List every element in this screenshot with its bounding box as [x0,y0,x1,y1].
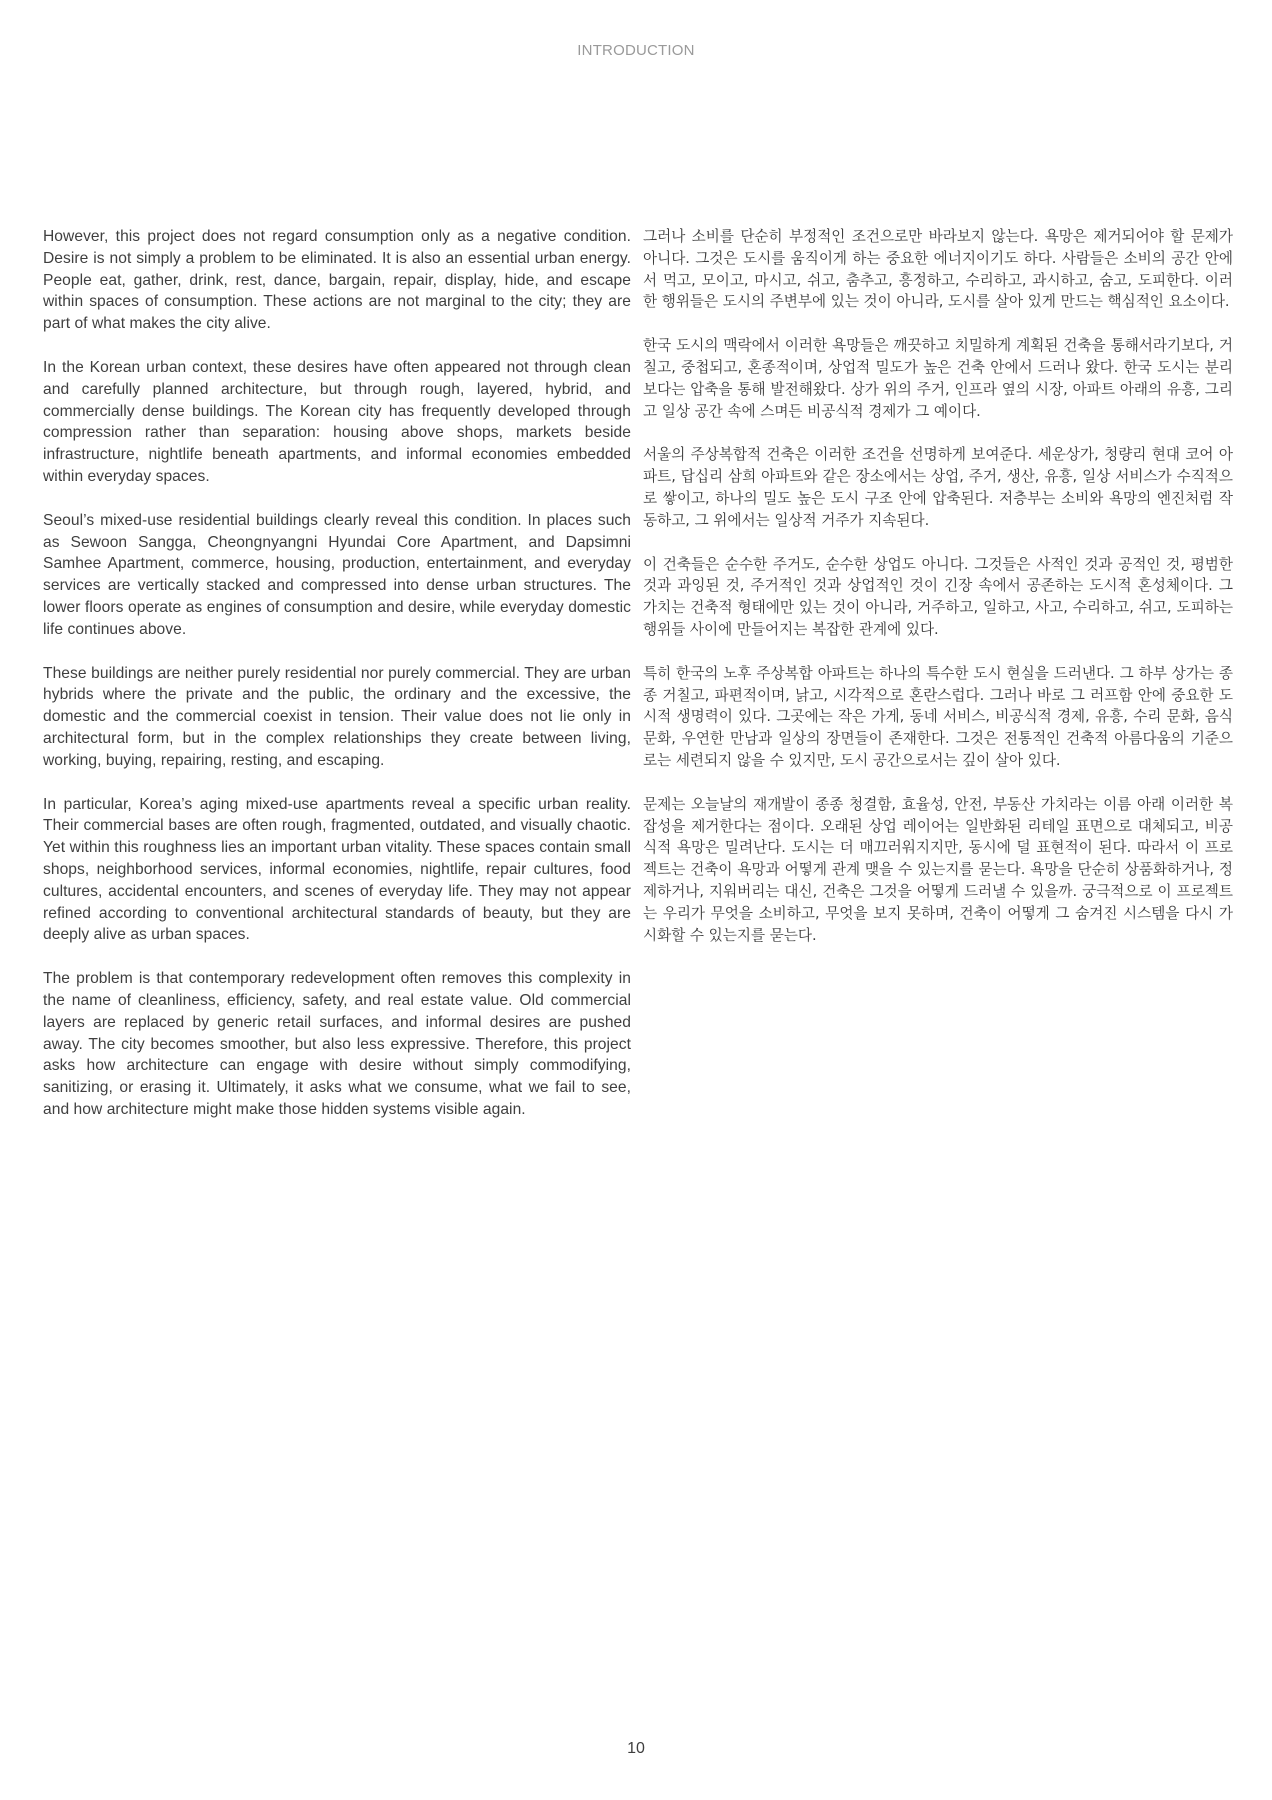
english-paragraph-5: In particular, Korea’s aging mixed-use apartments reveal a specific urban reality. Their commercial bases are often rough, fragmented, outdated, and visually chaotic. Yet within this roughness lies an important urban vitality. These spaces contain small shops, neighborhood services, informal economies, nightlife, repair cultures, food cultures, accidental encounters, and scenes of everyday life. They may not appear refined according to conventional architectural standards of beauty, but they are deeply alive as urban spaces. [43,795,631,944]
english-paragraph-3: Seoul’s mixed-use residential buildings clearly reveal this condition. In places such as Sewoon Sangga, Cheongnyangni Hyundai Core Apartment, and Dapsimni Samhee Apartment, commerce, housing, production, entertainment, and everyday services are vertically stacked and compressed into dense urban structures. The lower floors operate as engines of consumption and desire, while everyday domestic life continues above. [43,511,631,638]
korean-paragraph-2: 한국 도시의 맥락에서 이러한 욕망들은 깨끗하고 치밀하게 계획된 건축을 통해서라기보다, 거칠고, 중첩되고, 혼종적이며, 상업적 밀도가 높은 건축 안에서 드러나 왔다. 한국 도시는 분리보다는 압축을 통해 발전해왔다. 상가 위의 주거, 인프라 옆의 시장, 아파트 아래의 유흥, 그리고 일상 공간 속에 스며든 비공식적 경제가 그 예이다. [643,337,1233,420]
english-paragraph-1: However, this project does not regard consumption only as a negative condition. Desire is not simply a problem to be eliminated. It is also an essential urban energy. People eat, gather, drink, rest, dance, bargain, repair, display, hide, and escape within spaces of consumption. These actions are not marginal to the city; they are part of what makes the city alive. [43,228,631,333]
korean-paragraph-6: 문제는 오늘날의 재개발이 종종 청결함, 효율성, 안전, 부동산 가치라는 이름 아래 이러한 복잡성을 제거한다는 점이다. 오래된 상업 레이어는 일반화된 리테일 표면으로 대체되고, 비공식적 욕망은 밀려난다. 도시는 더 매끄러워지지만, 동시에 덜 표현적이 된다. 따라서 이 프로젝트는 건축이 욕망과 어떻게 관계 맺을 수 있는지를 묻는다. 욕망을 단순히 상품화하거나, 정제하거나, 지워버리는 대신, 건축은 그것을 어떻게 드러낼 수 있을까. 궁극적으로 이 프로젝트는 우리가 무엇을 소비하고, 무엇을 보지 못하며, 건축이 어떻게 그 숨겨진 시스템을 다시 가시화할 수 있는지를 묻는다. [643,795,1233,944]
korean-paragraph-3: 서울의 주상복합적 건축은 이러한 조건을 선명하게 보여준다. 세운상가, 청량리 현대 코어 아파트, 답십리 삼희 아파트와 같은 장소에서는 상업, 주거, 생산, 유흥, 일상 서비스가 수직적으로 쌓이고, 하나의 밀도 높은 도시 구조 안에 압축된다. 저층부는 소비와 욕망의 엔진처럼 작동하고, 그 위에서는 일상적 거주가 지속된다. [643,446,1233,529]
english-paragraph-4: These buildings are neither purely residential nor purely commercial. They are urban hybrids where the private and the public, the ordinary and the excessive, the domestic and the commercial coexist in tension. Their value does not lie only in architectural form, but in the complex relationships they create between living, working, buying, repairing, resting, and escaping. [43,664,631,769]
page-number: 10 [627,1740,645,1757]
english-paragraph-2: In the Korean urban context, these desires have often appeared not through clean and carefully planned architecture, but through rough, layered, hybrid, and commercially dense buildings. The Korean city has frequently developed through compression rather than separation: housing above shops, markets beside infrastructure, nightlife beneath apartments, and informal economies embedded within everyday spaces. [43,358,631,485]
korean-paragraph-4: 이 건축들은 순수한 주거도, 순수한 상업도 아니다. 그것들은 사적인 것과 공적인 것, 평범한 것과 과잉된 것, 주거적인 것과 상업적인 것이 긴장 속에서 공존하는 도시적 혼성체이다. 그 가치는 건축적 형태에만 있는 것이 아니라, 거주하고, 일하고, 사고, 수리하고, 쉬고, 도피하는 행위들 사이에 만들어지는 복잡한 관계에 있다. [643,555,1233,638]
korean-paragraph-1: 그러나 소비를 단순히 부정적인 조건으로만 바라보지 않는다. 욕망은 제거되어야 할 문제가 아니다. 그것은 도시를 움직이게 하는 중요한 에너지이기도 하다. 사람들은 소비의 공간 안에서 먹고, 모이고, 마시고, 쉬고, 춤추고, 흥정하고, 수리하고, 과시하고, 숨고, 도피한다. 이러한 행위들은 도시의 주변부에 있는 것이 아니라, 도시를 살아 있게 만드는 핵심적인 요소이다. [643,228,1233,311]
korean-paragraph-5: 특히 한국의 노후 주상복합 아파트는 하나의 특수한 도시 현실을 드러낸다. 그 하부 상가는 종종 거칠고, 파편적이며, 낡고, 시각적으로 혼란스럽다. 그러나 바로 그 러프함 안에 중요한 도시적 생명력이 있다. 그곳에는 작은 가게, 동네 서비스, 비공식적 경제, 유흥, 수리 문화, 음식 문화, 우연한 만남과 일상의 장면들이 존재한다. 그것은 전통적인 건축적 아름다움의 기준으로는 세련되지 않을 수 있지만, 도시 공간으로서는 깊이 살아 있다. [643,664,1233,769]
running-header: INTRODUCTION [577,42,695,59]
english-column [43,226,631,1143]
english-paragraph-6: The problem is that contemporary redevelopment often removes this complexity in the name of cleanliness, efficiency, safety, and real estate value. Old commercial layers are replaced by generic retail surfaces, and informal desires are pushed away. The city becomes smoother, but also less expressive. Therefore, this project asks how architecture can engage with desire without simply commodifying, sanitizing, or erasing it. Ultimately, it asks what we consume, what we fail to see, and how architecture might make those hidden systems visible again. [43,970,631,1118]
korean-column [643,226,1233,968]
